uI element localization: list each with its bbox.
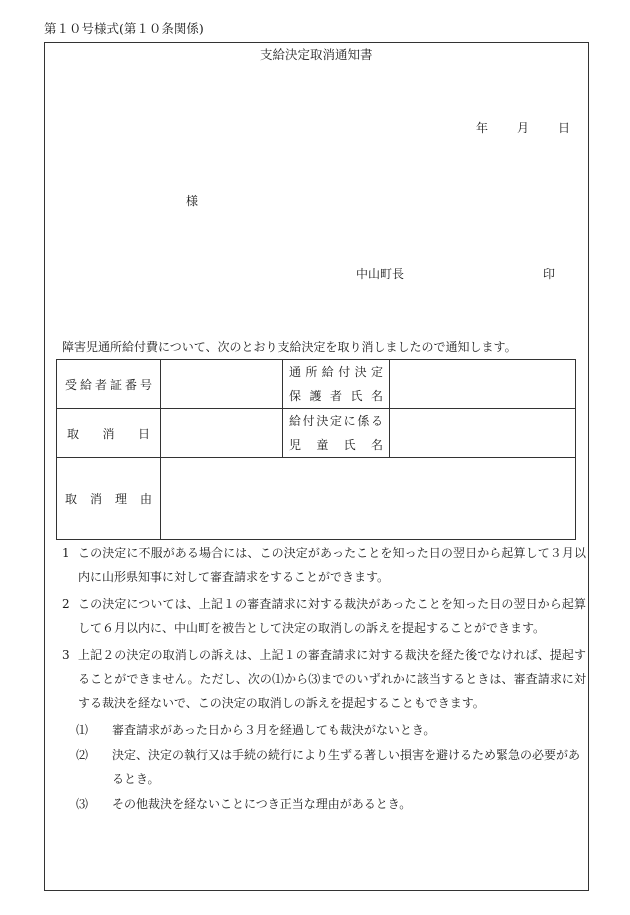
subnote-text: 決定、決定の執行又は手続の続行により生ずる著しい損害を避けるため緊急の必要があるとき。 — [112, 748, 581, 786]
guardian-label-line1: 通所給付決定 — [289, 365, 383, 379]
table-row — [57, 409, 576, 458]
subnote-item — [56, 743, 586, 791]
note-item — [56, 592, 586, 640]
subnote-number: ⑶ — [76, 797, 89, 811]
note-text: この決定については、上記１の審査請求に対する裁決があったことを知った日の翌日から起算して６月以内に、中山町を被告として決定の取消しの訴えを提起することができます。 — [78, 597, 586, 635]
child-label-line2: 児童氏名 — [289, 438, 383, 452]
form-number-label: 第１０号様式(第１０条関係) — [44, 21, 204, 36]
issuer-name: 中山町長 — [356, 267, 405, 281]
guardian-label-cell — [283, 360, 390, 409]
subnote-item — [56, 718, 586, 742]
table-row — [57, 458, 576, 540]
date-year-label: 年 — [476, 121, 489, 135]
info-table — [56, 359, 576, 540]
recipient-number-field[interactable] — [161, 360, 283, 409]
recipient-number-label-cell — [57, 360, 161, 409]
subnote-number: ⑴ — [76, 723, 89, 737]
reason-field[interactable] — [161, 458, 576, 540]
reason-label-cell — [57, 458, 161, 540]
child-label-cell — [283, 409, 390, 458]
cancel-date-field[interactable] — [161, 409, 283, 458]
note-text: この決定に不服がある場合には、この決定があったことを知った日の翌日から起算して３月以内に山形県知事に対して審査請求をすることができます。 — [78, 546, 586, 584]
note-number: 2 — [62, 597, 70, 611]
date-day-label: 日 — [558, 121, 571, 135]
addressee-suffix: 様 — [186, 194, 199, 208]
cancel-date-label: 取消日 — [67, 426, 150, 441]
seal-mark: 印 — [543, 267, 556, 281]
reason-label: 取消理由 — [65, 492, 152, 506]
subnote-number: ⑵ — [76, 748, 89, 762]
date-month-label: 月 — [517, 121, 530, 135]
child-label-line1: 給付決定に係る — [289, 414, 383, 428]
subnote-item — [56, 792, 586, 816]
guardian-label-line2: 保護者氏名 — [289, 389, 383, 403]
note-item — [56, 541, 586, 589]
notes-section — [56, 541, 586, 817]
note-number: 3 — [62, 648, 70, 662]
cancel-date-label-cell — [57, 409, 161, 458]
note-number: 1 — [62, 546, 70, 560]
intro-text: 障害児通所給付費について、次のとおり支給決定を取り消しましたので通知します。 — [62, 340, 517, 354]
table-row — [57, 360, 576, 409]
recipient-number-label: 受給者証番号 — [65, 377, 152, 392]
subnote-text: 審査請求があった日から３月を経過しても裁決がないとき。 — [112, 723, 436, 737]
note-item — [56, 643, 586, 715]
note-text: 上記２の決定の取消しの訴えは、上記１の審査請求に対する裁決を経た後でなければ、提起することができません。ただし、次の⑴から⑶までのいずれかに該当するときは、審査請求に対する裁決を経ないで、この決定の取消しの訴えを提起することもできます。 — [78, 648, 586, 710]
guardian-name-field[interactable] — [390, 360, 576, 409]
child-name-field[interactable] — [390, 409, 576, 458]
subnote-text: その他裁決を経ないことにつき正当な理由があるとき。 — [112, 797, 412, 811]
document-title: 支給決定取消通知書 — [260, 47, 373, 62]
